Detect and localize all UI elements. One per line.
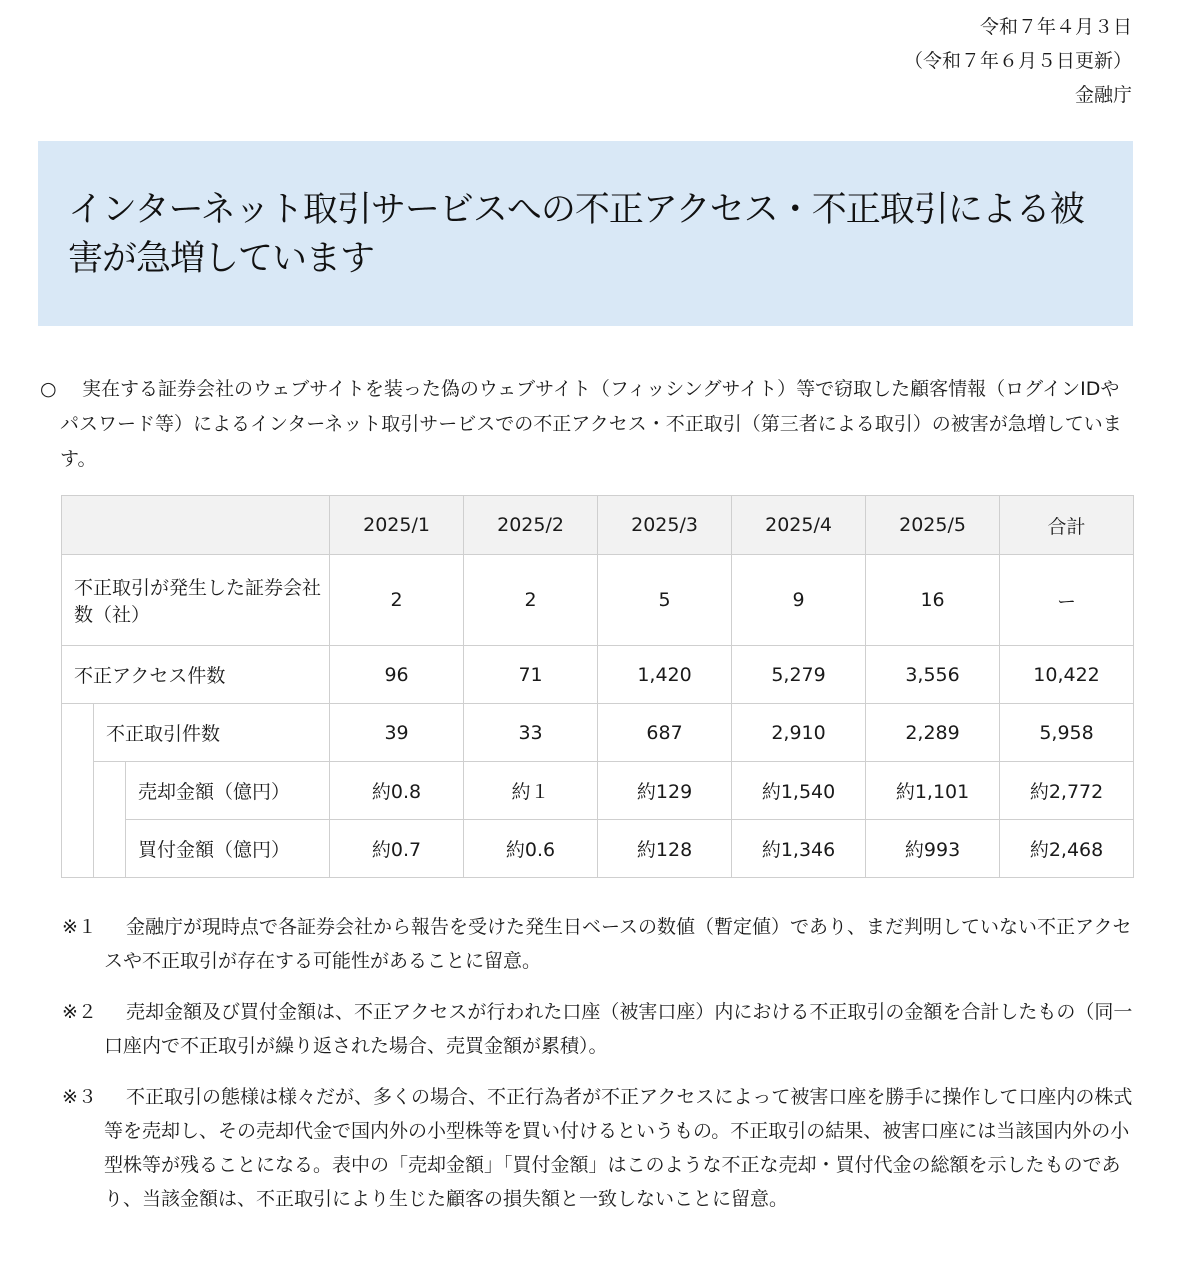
row-label: 不正取引が発生した証券会社数（社） <box>62 555 330 646</box>
table-cell: 約0.7 <box>330 820 464 878</box>
intro-text: 実在する証券会社のウェブサイトを装った偽のウェブサイト（フィッシングサイト）等で窃取した顧客情報（ログインIDやパスワード等）によるインターネット取引サービスでの不正アクセス・不正取引（第三者による取引）の被害が急増しています。 <box>60 378 1122 470</box>
row-label: 不正アクセス件数 <box>62 646 330 704</box>
table-row <box>62 646 1134 704</box>
damage-statistics-table <box>61 495 1134 878</box>
table-cell: 5 <box>598 555 732 646</box>
row-label: 買付金額（億円） <box>126 820 330 878</box>
table-cell: 3,556 <box>866 646 1000 704</box>
table-cell: 9 <box>732 555 866 646</box>
footnote <box>62 1080 1137 1216</box>
footnote-text: 不正取引の態様は様々だが、多くの場合、不正行為者が不正アクセスによって被害口座を勝手に操作して口座内の株式等を売却し、その売却代金で国内外の小型株等を買い付けるというもの。不正取引の結果、被害口座には当該国内外の小型株等が残ることになる。表中の「売却金額」「買付金額」はこのような不正な売却・買付代金の総額を示したものであり、当該金額は、不正取引により生じた顧客の損失額と一致しないことに留意。 <box>104 1086 1133 1210</box>
footnote-mark: ※１ <box>62 916 97 938</box>
table-cell: 2 <box>330 555 464 646</box>
table-cell: 約1,346 <box>732 820 866 878</box>
footnote <box>62 910 1137 978</box>
table-cell: 2 <box>464 555 598 646</box>
table-cell: 96 <box>330 646 464 704</box>
indent-spacer <box>62 820 94 878</box>
table-cell: 約0.8 <box>330 762 464 820</box>
table-cell: 約1,540 <box>732 762 866 820</box>
indent-spacer <box>94 762 126 820</box>
footnotes <box>62 910 1137 1233</box>
title-banner <box>38 141 1133 326</box>
table-cell: 39 <box>330 704 464 762</box>
table-cell: 約129 <box>598 762 732 820</box>
table-row <box>62 762 1134 820</box>
column-header: 合計 <box>1000 496 1134 555</box>
table-cell: ー <box>1000 555 1134 646</box>
publish-date: 令和７年４月３日 <box>979 16 1132 38</box>
column-header: 2025/1 <box>330 496 464 555</box>
footnote-mark: ※３ <box>62 1086 97 1108</box>
table-cell: 約993 <box>866 820 1000 878</box>
indent-spacer <box>62 704 94 762</box>
table-row <box>62 704 1134 762</box>
table-cell: 約1,101 <box>866 762 1000 820</box>
table-cell: 16 <box>866 555 1000 646</box>
document-meta <box>904 10 1132 112</box>
table-cell: 71 <box>464 646 598 704</box>
table-cell: 約１ <box>464 762 598 820</box>
column-header: 2025/3 <box>598 496 732 555</box>
table-cell: 33 <box>464 704 598 762</box>
indent-spacer <box>62 762 94 820</box>
footnote-text: 金融庁が現時点で各証券会社から報告を受けた発生日ベースの数値（暫定値）であり、まだ判明していない不正アクセスや不正取引が存在する可能性があることに留意。 <box>104 916 1132 972</box>
table-cell: 2,289 <box>866 704 1000 762</box>
table-cell: 2,910 <box>732 704 866 762</box>
row-label: 不正取引件数 <box>94 704 330 762</box>
table-row <box>62 820 1134 878</box>
intro-paragraph <box>40 372 1135 477</box>
table-cell: 10,422 <box>1000 646 1134 704</box>
footnote <box>62 995 1137 1063</box>
row-label: 売却金額（億円） <box>126 762 330 820</box>
table-header-row <box>62 496 1134 555</box>
bullet-circle-icon: ○ <box>40 378 57 400</box>
table-cell: 約0.6 <box>464 820 598 878</box>
table-cell: 687 <box>598 704 732 762</box>
column-header: 2025/2 <box>464 496 598 555</box>
column-header: 2025/5 <box>866 496 1000 555</box>
header-empty-cell <box>62 496 330 555</box>
footnote-mark: ※２ <box>62 1001 97 1023</box>
page-title: インターネット取引サービスへの不正アクセス・不正取引による被害が急増しています <box>68 190 1084 279</box>
table-cell: 1,420 <box>598 646 732 704</box>
footnote-text: 売却金額及び買付金額は、不正アクセスが行われた口座（被害口座）内における不正取引の金額を合計したもの（同一口座内で不正取引が繰り返された場合、売買金額が累積）。 <box>104 1001 1133 1057</box>
agency-name: 金融庁 <box>1074 84 1132 106</box>
table-cell: 約128 <box>598 820 732 878</box>
column-header: 2025/4 <box>732 496 866 555</box>
indent-spacer <box>94 820 126 878</box>
table-cell: 約2,772 <box>1000 762 1134 820</box>
table-row <box>62 555 1134 646</box>
table-cell: 約2,468 <box>1000 820 1134 878</box>
table-cell: 5,958 <box>1000 704 1134 762</box>
update-date: （令和７年６月５日更新） <box>903 50 1132 72</box>
table-cell: 5,279 <box>732 646 866 704</box>
